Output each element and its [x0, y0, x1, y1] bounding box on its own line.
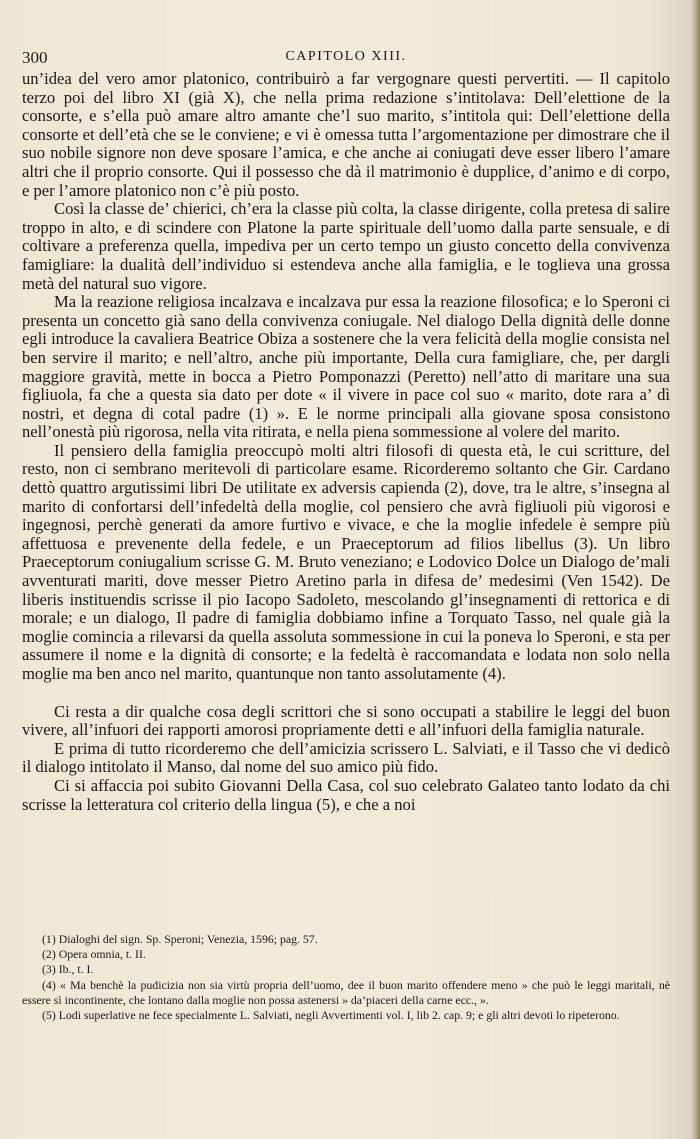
main-text — [22, 70, 670, 814]
footnote: (4) « Ma benchè la pudicizia non sia virtù propria dell’uomo, dee il buon marito offendere meno » che può le leggi maritali, nè essere sì incontinente, che lontano dalla moglie non possa astenersi » da’piaceri della carne ecc., ». — [22, 977, 670, 1007]
paragraph: Ma la reazione religiosa incalzava e incalzava pur essa la reazione filosofica; e lo Speroni ci presenta un concetto già sano della convivenza coniugale. Nel dialogo Della dignità delle donne egli introduce la cavaliera Beatrice Obiza a sostenere che la vera felicità della moglie consista nel ben servire il marito; e nell’altro, anche più importante, Della cura famigliare, che, per dargli maggiore gravità, mette in bocca a Pietro Pomponazzi (Peretto) nell’atto di maritare una sua figliuola, fa che a questa sia dato per dote « il vivere in pace col suo « marito, dote rara a’ dì nostri, et degna di cotal padre (1) ». E le norme principali alla giovane sposa consistono nell’onestà più rigorosa, nella vita ritirata, e nella piena sommessione al volere del marito. — [22, 292, 670, 442]
footnote: (5) Lodi superlative ne fece specialmente L. Salviati, negli Avvertimenti vol. I, lib 2. cap. 9; e gli altri devoti lo ripeterono. — [42, 1008, 620, 1023]
paragraph: Il pensiero della famiglia preoccupò molti altri filosofi di questa età, le cui scritture, del resto, non ci sembrano meritevoli di particolare esame. Ricorderemo soltanto che Gir. Cardano dettò quattro argutissimi libri De utilitate ex adversis capienda (2), dove, tra le altre, s’insegna al marito di confortarsi dell’infedeltà della moglie, col pensiero che avrà figliuoli più vigorosi e ingegnosi, perchè generati da amore furtivo e vivace, e che la moglie infedele è sempre più affettuosa e prevenente della fedele, e un Praeceptorum ad filios libellus (3). Un libro Praeceptorum coniugalium scrisse G. M. Bruto veneziano; e Lodovico Dolce un Dialogo de’mali avventurati mariti, dove messer Pietro Aretino parla in difesa de’ medesimi (Ven 1542). De liberis instituendis scrisse il pio Iacopo Sadoleto, mescolando gl’insegnamenti di rettorica e di morale; e un dialogo, Il padre di famiglia dobbiamo infine a Torquato Tasso, nel quale già la moglie comincia a rilevarsi da quella assoluta sommessione in cui la poneva lo Speroni, e sta per assumere il nome e la dignità di consorte; e la fedeltà è raccomandata e lodata non solo nella moglie ma ben anco nel marito, quantunque non tanto assolutamente (4). — [22, 440, 670, 683]
paragraph: E prima di tutto ricorderemo che dell’amicizia scrissero L. Salviati, e il Tasso che vi dedicò il dialogo intitolato il Manso, dal nome del suo amico più fido. — [22, 738, 670, 777]
paragraph: Ci si affaccia poi subito Giovanni Della Casa, col suo celebrato Galateo tanto lodato da chi scrisse la letteratura col criterio della lingua (5), e che a noi — [22, 775, 670, 814]
footnotes — [22, 932, 670, 1023]
footnote: (2) Opera omnia, t. II. — [42, 947, 146, 962]
page-edge — [691, 0, 700, 1139]
running-title: CAPITOLO XIII. — [285, 49, 407, 64]
page-header — [22, 48, 670, 70]
paragraph: un’idea del vero amor platonico, contribuirò a far vergognare questi pervertiti. — Il capitolo terzo poi del libro XI (già X), che nella prima redazione s’intitolava: Dell’elettione de la consorte, e s’ella può amare altro amante che’l suo marito, s’intitola qui: Dell’elettione della consorte et dell’età che se le conviene; e vi è omessa tutta l’argomentazione per dimostrare che il suo nobile signore non deve sposare l’amica, e che anche ai coniugati deve esser libero l’amare altri che il proprio consorte. Qui il possesso che dà il matrimonio è dupplice, d’animo e di corpo, e per l’amore platonico non c’è più posto. — [22, 69, 670, 200]
paragraph: Ci resta a dir qualche cosa degli scrittori che si sono occupati a stabilire le leggi del buon vivere, all’infuori dei rapporti amorosi propriamente detti e all’infuori della famiglia naturale. — [22, 701, 670, 740]
footnote: (1) Dialoghi del sign. Sp. Speroni; Venezia, 1596; pag. 57. — [42, 932, 318, 946]
page-number: 300 — [22, 48, 48, 67]
paragraph: Così la classe de’ chierici, ch’era la classe più colta, la classe dirigente, colla pretesa di salire troppo in alto, e di scindere con Platone la parte spirituale dell’uomo dalla parte sensuale, e di coltivare a preferenza quella, impediva per un certo tempo un giusto concetto della convivenza famigliare: la dualità dell’individuo si estendeva anche alla famiglia, e le toglieva una grossa metà del natural suo vigore. — [22, 199, 670, 293]
footnote: (3) Ib., t. I. — [42, 962, 94, 977]
